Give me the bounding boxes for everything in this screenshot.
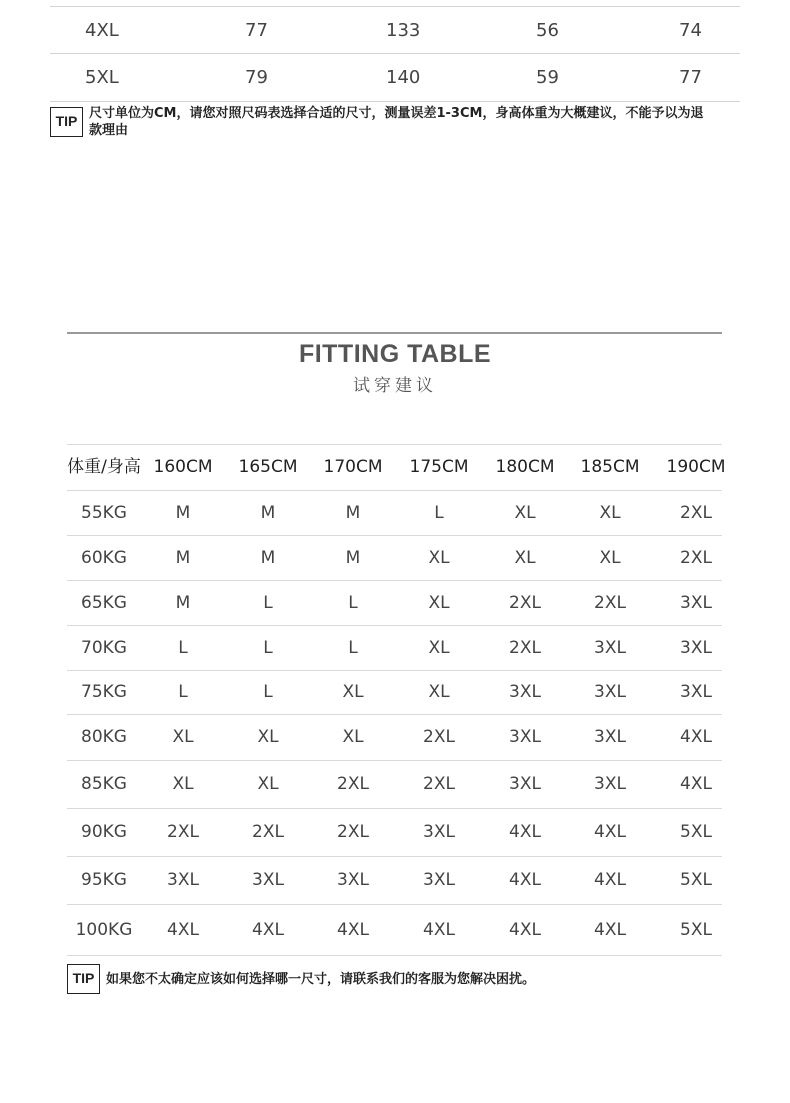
size-suggestion-cell: 2XL (167, 822, 199, 842)
tip-note-line: 尺寸单位为CM，请您对照尺码表选择合适的尺寸，测量误差1-3CM，身高体重为大概建议，不能予以为退 (89, 106, 704, 121)
size-suggestion-cell: 3XL (594, 682, 626, 702)
size-suggestion-cell: L (263, 682, 273, 702)
size-suggestion-cell: M (345, 548, 361, 568)
size-suggestion-cell: 5XL (680, 920, 712, 940)
size-suggestion-cell: 4XL (594, 870, 626, 890)
size-suggestion-cell: M (260, 548, 276, 568)
size-suggestion-cell: XL (342, 727, 364, 747)
fitting-table-rule (67, 955, 722, 956)
size-suggestion-cell: 5XL (680, 822, 712, 842)
table-row (67, 536, 722, 580)
tip-badge: TIP (67, 964, 100, 994)
size-suggestion-cell: 2XL (252, 822, 284, 842)
weight-cell: 90KG (81, 822, 127, 842)
size-suggestion-cell: 3XL (423, 870, 455, 890)
size-suggestion-cell: XL (172, 727, 194, 747)
size-suggestion-cell: 4XL (167, 920, 199, 940)
weight-cell: 100KG (75, 920, 133, 940)
size-suggestion-cell: L (348, 638, 358, 658)
header-cell: 160CM (153, 457, 213, 477)
size-suggestion-cell: L (263, 638, 273, 658)
size-suggestion-cell: XL (342, 682, 364, 702)
size-suggestion-cell: 2XL (509, 638, 541, 658)
weight-cell: 85KG (81, 774, 127, 794)
size-suggestion-cell: 4XL (509, 822, 541, 842)
size-suggestion-cell: 4XL (594, 822, 626, 842)
header-cell: 185CM (580, 457, 640, 477)
size-suggestion-cell: XL (514, 503, 536, 523)
weight-cell: 65KG (81, 593, 127, 613)
header-cell: 190CM (666, 457, 726, 477)
size-suggestion-cell: XL (257, 727, 279, 747)
size-suggestion-cell: 3XL (252, 870, 284, 890)
size-suggestion-cell: 3XL (509, 774, 541, 794)
tip-note-line: 款理由 (89, 123, 129, 138)
size-suggestion-cell: XL (172, 774, 194, 794)
size-suggestion-cell: 2XL (680, 503, 712, 523)
header-cell: 165CM (238, 457, 298, 477)
size-table-row (50, 55, 740, 101)
table-row (67, 857, 722, 904)
tip-note: 如果您不太确定应该如何选择哪一尺寸，请联系我们的客服为您解决困扰。 (106, 972, 536, 987)
size-suggestion-cell: 2XL (337, 822, 369, 842)
size-suggestion-cell: L (178, 638, 188, 658)
size-table-rule (50, 6, 740, 7)
tip-badge: TIP (50, 107, 83, 137)
size-suggestion-cell: XL (428, 548, 450, 568)
size-suggestion-cell: L (348, 593, 358, 613)
size-suggestion-cell: 4XL (594, 920, 626, 940)
fitting-table-header (67, 445, 726, 490)
size-suggestion-cell: 3XL (680, 682, 712, 702)
size-cell: 56 (536, 20, 559, 41)
header-cell: 175CM (409, 457, 469, 477)
size-suggestion-cell: 3XL (594, 638, 626, 658)
table-row (67, 905, 722, 955)
size-suggestion-cell: 4XL (423, 920, 455, 940)
size-table-rule (50, 53, 740, 54)
size-suggestion-cell: 3XL (337, 870, 369, 890)
size-suggestion-cell: L (434, 503, 444, 523)
weight-cell: 95KG (81, 870, 127, 890)
size-suggestion-cell: 2XL (337, 774, 369, 794)
size-suggestion-cell: 2XL (423, 774, 455, 794)
header-cell: 体重/身高 (67, 457, 141, 477)
size-suggestion-cell: XL (599, 503, 621, 523)
size-suggestion-cell: 2XL (680, 548, 712, 568)
size-suggestion-cell: M (175, 593, 191, 613)
table-row (67, 581, 722, 625)
weight-cell: 75KG (81, 682, 127, 702)
size-suggestion-cell: 3XL (509, 727, 541, 747)
size-suggestion-cell: 4XL (337, 920, 369, 940)
size-suggestion-cell: 3XL (594, 727, 626, 747)
weight-cell: 60KG (81, 548, 127, 568)
header-cell: 170CM (323, 457, 383, 477)
weight-cell: 80KG (81, 727, 127, 747)
size-suggestion-cell: M (175, 503, 191, 523)
table-row (67, 761, 722, 808)
table-row (67, 626, 722, 670)
size-suggestion-cell: 2XL (509, 593, 541, 613)
size-cell: 77 (245, 20, 268, 41)
fitting-subtitle: 试穿建议 (353, 376, 437, 396)
size-suggestion-cell: XL (428, 593, 450, 613)
weight-cell: 55KG (81, 503, 127, 523)
size-suggestion-cell: XL (428, 638, 450, 658)
size-suggestion-cell: 3XL (167, 870, 199, 890)
size-cell: 77 (679, 67, 702, 88)
size-cell: 4XL (85, 20, 119, 41)
fitting-title: FITTING TABLE (298, 340, 492, 368)
size-suggestion-cell: 4XL (509, 920, 541, 940)
size-cell: 74 (679, 20, 702, 41)
weight-cell: 70KG (81, 638, 127, 658)
size-suggestion-cell: L (178, 682, 188, 702)
size-suggestion-cell: 3XL (509, 682, 541, 702)
size-suggestion-cell: 4XL (252, 920, 284, 940)
size-cell: 79 (245, 67, 268, 88)
size-suggestion-cell: M (260, 503, 276, 523)
size-suggestion-cell: 5XL (680, 870, 712, 890)
size-cell: 59 (536, 67, 559, 88)
size-table-rule (50, 101, 740, 102)
table-row (67, 809, 722, 856)
table-row (67, 671, 722, 714)
size-suggestion-cell: M (345, 503, 361, 523)
size-suggestion-cell: M (175, 548, 191, 568)
header-cell: 180CM (495, 457, 555, 477)
size-suggestion-cell: 4XL (680, 727, 712, 747)
size-suggestion-cell: 4XL (680, 774, 712, 794)
size-suggestion-cell: XL (257, 774, 279, 794)
size-suggestion-cell: XL (428, 682, 450, 702)
size-suggestion-cell: 3XL (594, 774, 626, 794)
size-suggestion-cell: L (263, 593, 273, 613)
size-suggestion-cell: 2XL (423, 727, 455, 747)
section-divider (67, 332, 722, 334)
size-cell: 5XL (85, 67, 119, 88)
size-suggestion-cell: 3XL (680, 593, 712, 613)
table-row (67, 715, 722, 760)
table-row (67, 491, 722, 535)
size-suggestion-cell: XL (599, 548, 621, 568)
size-cell: 140 (386, 67, 421, 88)
size-suggestion-cell: XL (514, 548, 536, 568)
size-suggestion-cell: 3XL (423, 822, 455, 842)
tip-note (89, 105, 744, 139)
size-suggestion-cell: 3XL (680, 638, 712, 658)
size-suggestion-cell: 2XL (594, 593, 626, 613)
size-suggestion-cell: 4XL (509, 870, 541, 890)
size-cell: 133 (386, 20, 421, 41)
size-table-row (50, 8, 740, 54)
